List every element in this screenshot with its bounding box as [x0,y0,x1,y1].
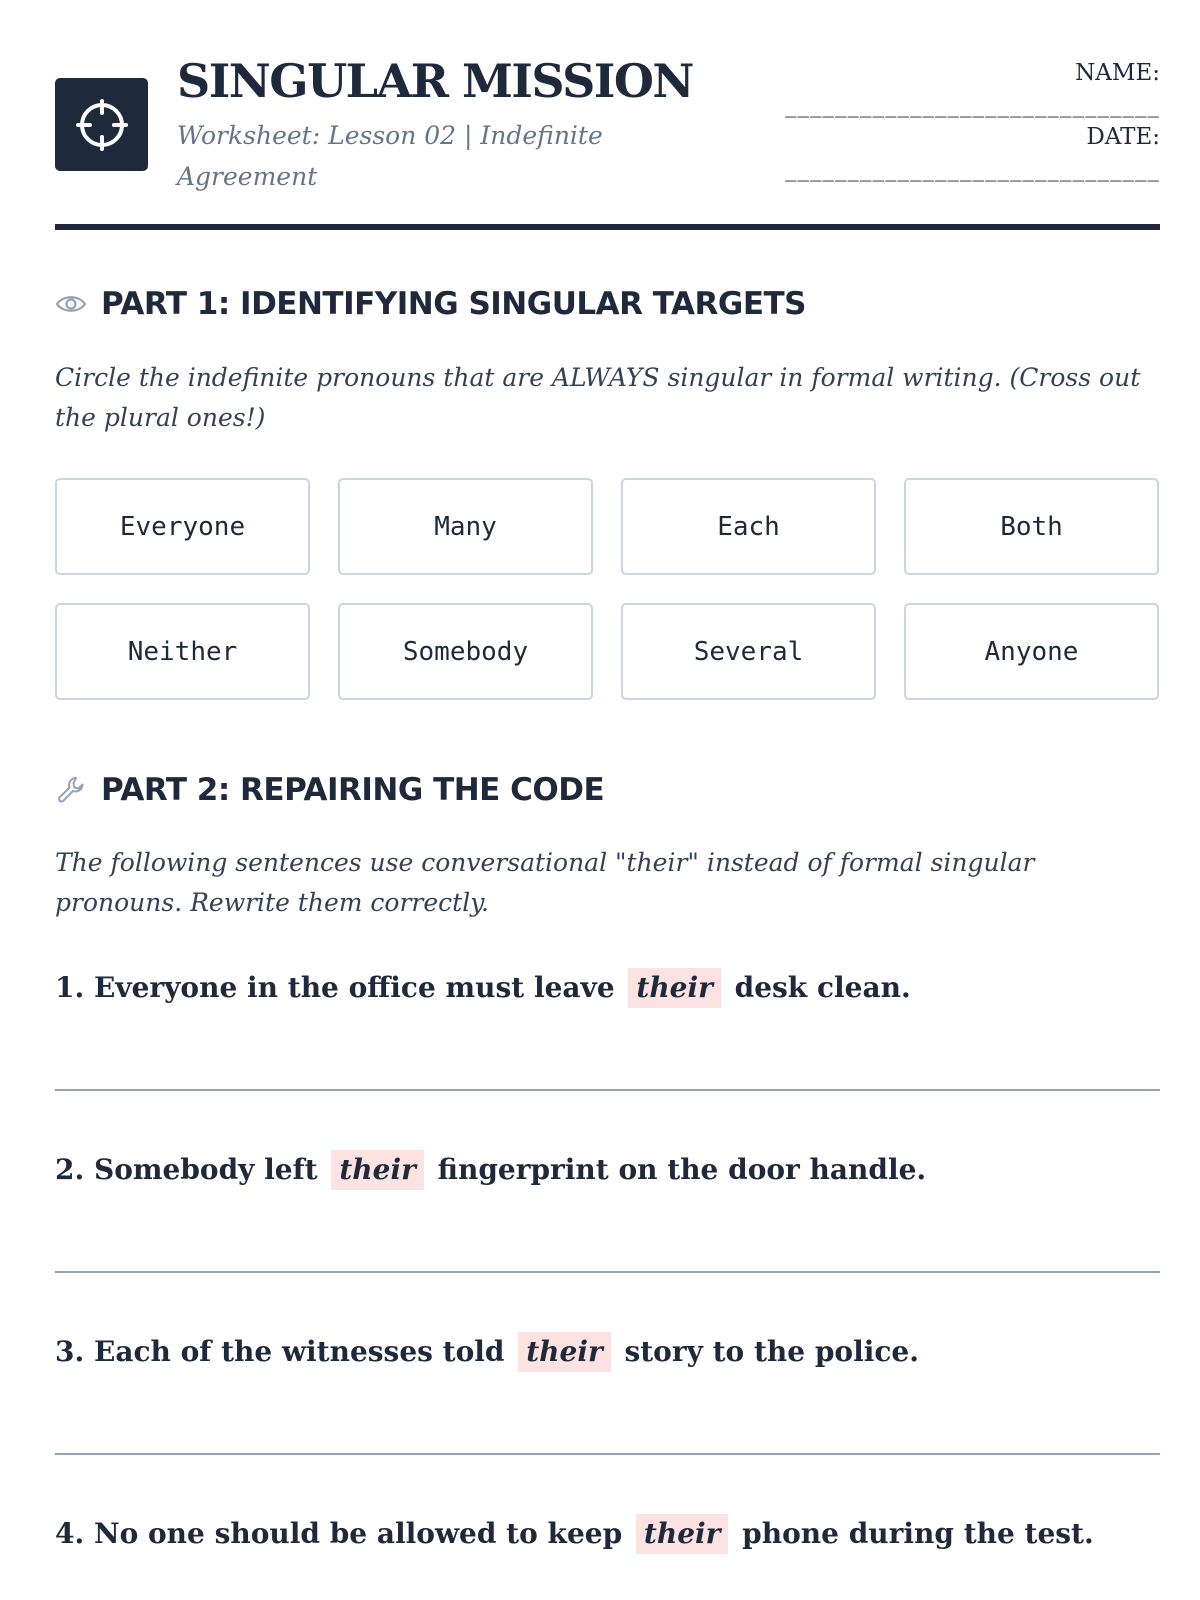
part1-title: PART 1: IDENTIFYING SINGULAR TARGETS [101,286,806,322]
pronoun-chip-each[interactable]: Each [621,478,876,575]
sentence-before: 4. No one should be allowed to keep [55,1517,623,1550]
sentence-before: 2. Somebody left [55,1153,318,1186]
date-label: DATE: [1086,124,1160,150]
exercise-2 [55,1150,1160,1190]
sentence-after: desk clean. [734,971,911,1004]
part2-heading [55,772,604,808]
highlighted-word: their [331,1150,424,1190]
exercise-4 [55,1514,1160,1554]
logo-badge [55,78,148,171]
answer-line-2[interactable] [55,1271,1160,1273]
highlighted-word: their [628,968,721,1008]
exercise-3 [55,1332,1160,1372]
highlighted-word: their [636,1514,729,1554]
highlighted-word: their [518,1332,611,1372]
worksheet-page [55,0,1160,1550]
exercise-sentence [55,1514,1160,1554]
page-title: SINGULAR MISSION [177,54,693,108]
part2-title: PART 2: REPAIRING THE CODE [101,772,605,808]
exercise-sentence [55,1150,1160,1190]
sentence-before: 3. Each of the witnesses told [55,1335,505,1368]
part2-instructions: The following sentences use conversational "their" instead of formal singular pronouns. Rewrite them correctly. [55,848,1035,917]
name-field[interactable]: ______________________________ [785,92,1160,118]
name-date-fields [740,56,1160,184]
pronoun-chip-neither[interactable]: Neither [55,603,310,700]
date-field[interactable]: ______________________________ [785,156,1160,182]
exercise-1 [55,968,1160,1008]
pronoun-grid [55,478,1160,700]
sentence-after: fingerprint on the door handle. [437,1153,927,1186]
crosshair-icon [75,98,129,152]
sentence-after: story to the police. [624,1335,919,1368]
pronoun-chip-many[interactable]: Many [338,478,593,575]
sentence-after: phone during the test. [742,1517,1094,1550]
exercise-sentence [55,1332,1160,1372]
worksheet-header [55,0,1160,230]
pronoun-chip-somebody[interactable]: Somebody [338,603,593,700]
exercise-sentence [55,968,1160,1008]
eye-icon [55,288,87,320]
pronoun-chip-anyone[interactable]: Anyone [904,603,1159,700]
answer-line-3[interactable] [55,1453,1160,1455]
name-label: NAME: [1075,60,1160,86]
sentence-before: 1. Everyone in the office must leave [55,971,615,1004]
page-subtitle: Worksheet: Lesson 02 | Indefinite Agreement [177,121,603,191]
answer-line-1[interactable] [55,1089,1160,1091]
part1-heading [55,286,806,322]
pronoun-chip-everyone[interactable]: Everyone [55,478,310,575]
wrench-icon [55,774,87,806]
part1-instructions: Circle the indefinite pronouns that are ALWAYS singular in formal writing. (Cross out the plural ones!) [55,363,1141,432]
pronoun-chip-several[interactable]: Several [621,603,876,700]
pronoun-chip-both[interactable]: Both [904,478,1159,575]
